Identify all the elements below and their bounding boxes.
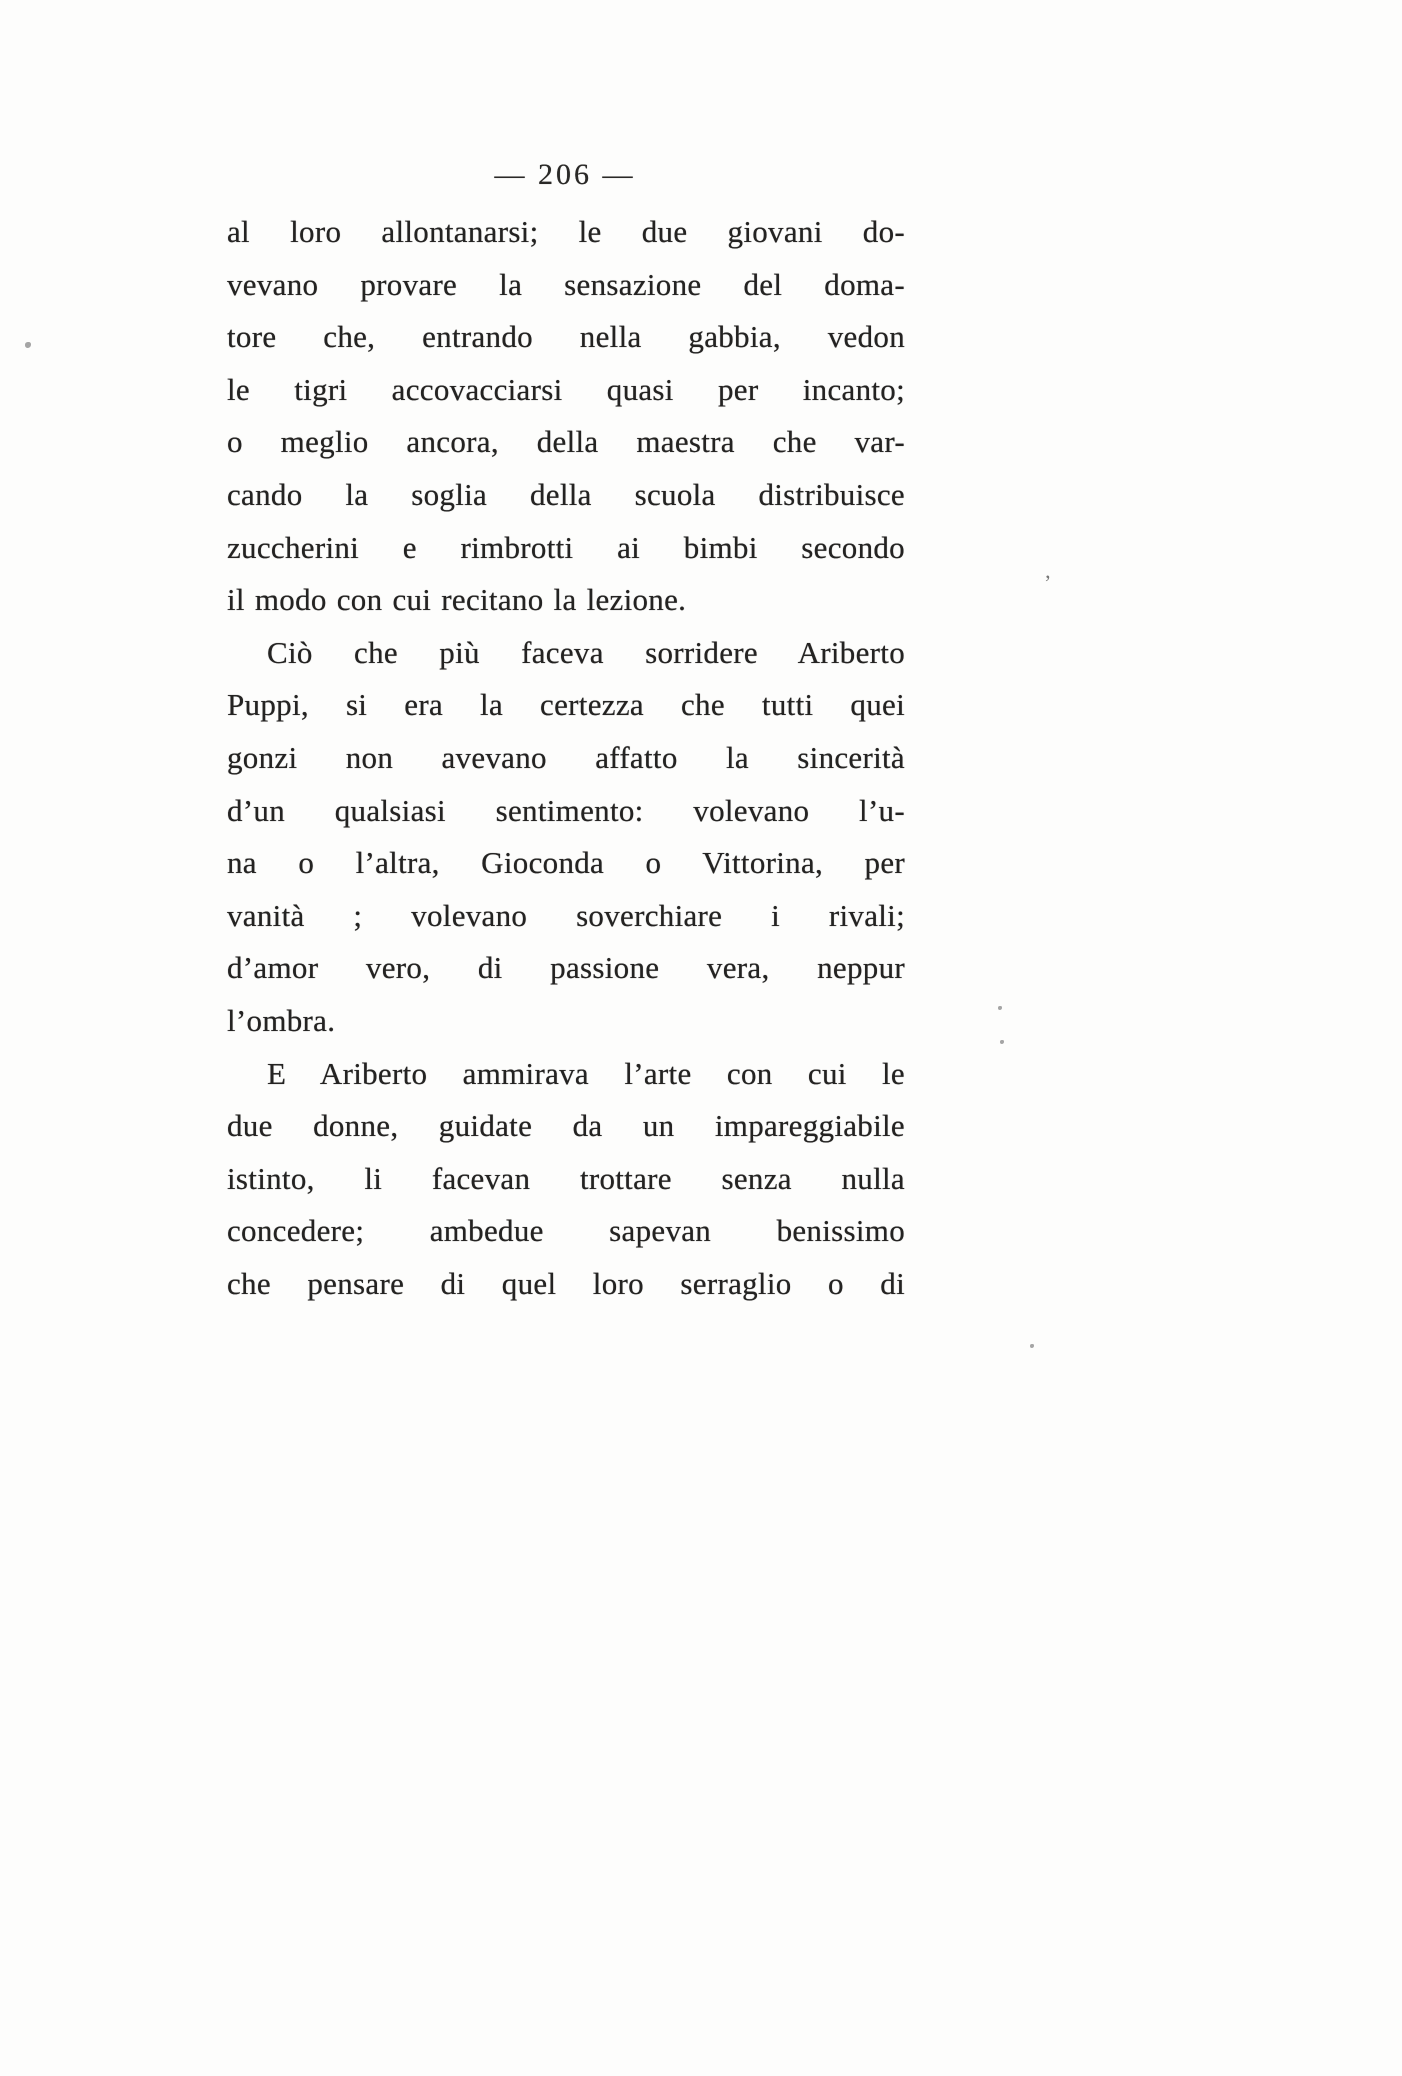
text-line: che pensare di quel loro serraglio o di <box>227 1265 905 1301</box>
text-line: le tigri accovacciarsi quasi per incanto; <box>227 371 905 407</box>
text-line: E Ariberto ammirava l’arte con cui le <box>267 1055 905 1091</box>
scan-artifact <box>1030 1344 1034 1348</box>
text-line: d’amor vero, di passione vera, neppur <box>227 950 905 986</box>
text-line: gonzi non avevano affatto la sincerità <box>227 739 905 775</box>
text-line: due donne, guidate da un impareggiabile <box>227 1108 905 1144</box>
text-line: o meglio ancora, della maestra che var- <box>227 424 905 460</box>
scan-artifact <box>998 1006 1002 1010</box>
page-number: — 206 — <box>494 158 636 191</box>
text-line: vevano provare la sensazione del doma- <box>227 266 905 302</box>
scan-artifact: ’ <box>1044 570 1052 595</box>
text-line: al loro allontanarsi; le due giovani do- <box>227 214 905 249</box>
text-line: tore che, entrando nella gabbia, vedon <box>227 319 905 355</box>
text-line: d’un qualsiasi sentimento: volevano l’u- <box>227 792 905 828</box>
text-line: Ciò che più faceva sorridere Ariberto <box>267 634 905 670</box>
page-text <box>227 206 905 1310</box>
text-line: Puppi, si era la certezza che tutti quei <box>227 687 905 723</box>
scan-artifact <box>25 342 31 348</box>
text-line: na o l’altra, Gioconda o Vittorina, per <box>227 845 905 881</box>
text-line: zuccherini e rimbrotti ai bimbi secondo <box>227 529 905 565</box>
text-line: il modo con cui recitano la lezione. <box>227 582 687 618</box>
text-line: istinto, li facevan trottare senza nulla <box>227 1160 905 1196</box>
text-line: vanità ; volevano soverchiare i rivali; <box>227 897 905 933</box>
text-line: concedere; ambedue sapevan benissimo <box>227 1213 905 1249</box>
text-line: cando la soglia della scuola distribuisce <box>227 476 905 512</box>
scan-artifact <box>1000 1040 1004 1044</box>
text-line: l’ombra. <box>227 1002 336 1038</box>
